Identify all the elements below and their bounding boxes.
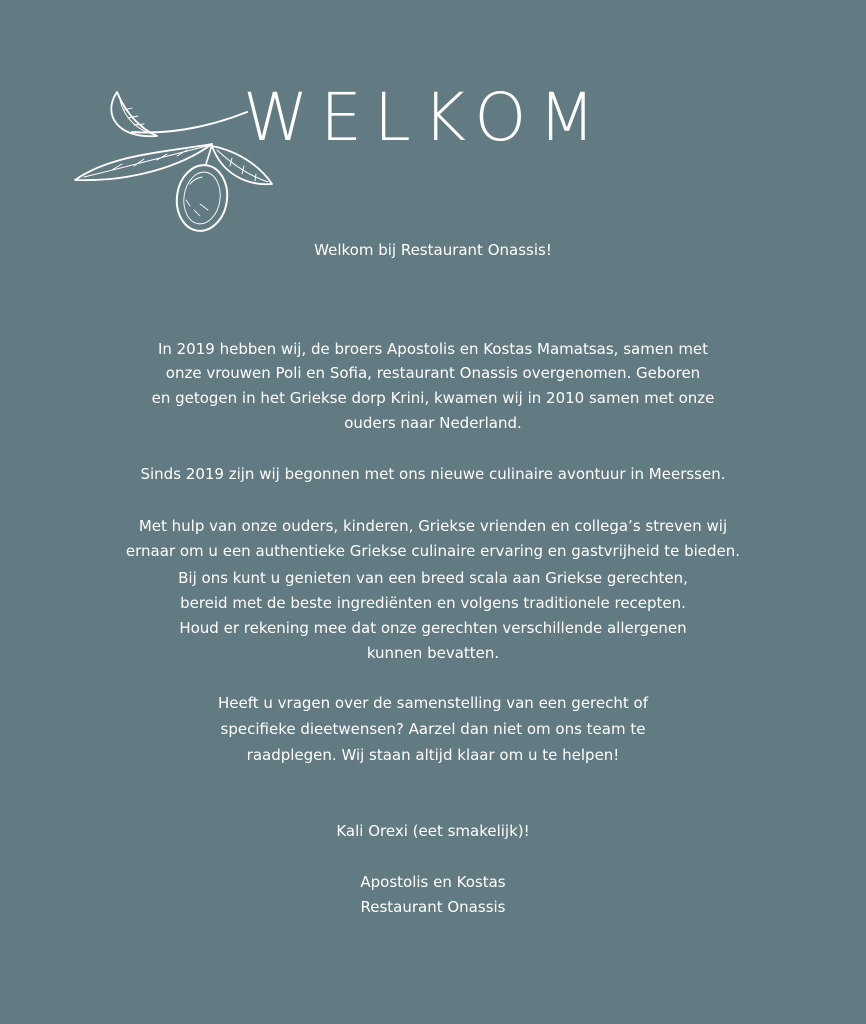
paragraph-line: raadplegen. Wij staan altijd klaar om u te helpen! <box>246 746 620 764</box>
welcome-line: Welkom bij Restaurant Onassis! <box>314 241 552 259</box>
paragraph-line: Houd er rekening mee dat onze gerechten verschillende allergenen <box>179 619 687 637</box>
paragraph-line: specifieke dieetwensen? Aarzel dan niet om ons team te <box>220 720 646 738</box>
closing-greeting: Kali Orexi (eet smakelijk)! <box>336 822 530 840</box>
paragraph-line: ouders naar Nederland. <box>344 414 522 432</box>
page-title: WELKOM <box>243 79 608 156</box>
paragraph-line: bereid met de beste ingrediënten en volgens traditionele recepten. <box>180 594 686 612</box>
paragraph-line: Bij ons kunt u genieten van een breed scala aan Griekse gerechten, <box>178 569 688 587</box>
paragraph-line: en getogen in het Griekse dorp Krini, kwamen wij in 2010 samen met onze <box>151 389 715 407</box>
paragraph-line: In 2019 hebben wij, de broers Apostolis en Kostas Mamatsas, samen met <box>157 340 709 358</box>
paragraph-line: kunnen bevatten. <box>366 644 500 662</box>
paragraph-line: onze vrouwen Poli en Sofia, restaurant Onassis overgenomen. Geboren <box>165 364 701 382</box>
paragraph-line: Sinds 2019 zijn wij begonnen met ons nieuwe culinaire avontuur in Meerssen. <box>140 465 726 483</box>
paragraph-line: ernaar om u een authentieke Griekse culinaire ervaring en gastvrijheid te bieden. <box>125 542 741 560</box>
paragraph-line: Met hulp van onze ouders, kinderen, Griekse vrienden en collega’s streven wij <box>138 517 728 535</box>
signature-names: Apostolis en Kostas <box>360 873 506 891</box>
signature-restaurant: Restaurant Onassis <box>360 898 506 916</box>
paragraph-line: Heeft u vragen over de samenstelling van een gerecht of <box>217 694 648 712</box>
